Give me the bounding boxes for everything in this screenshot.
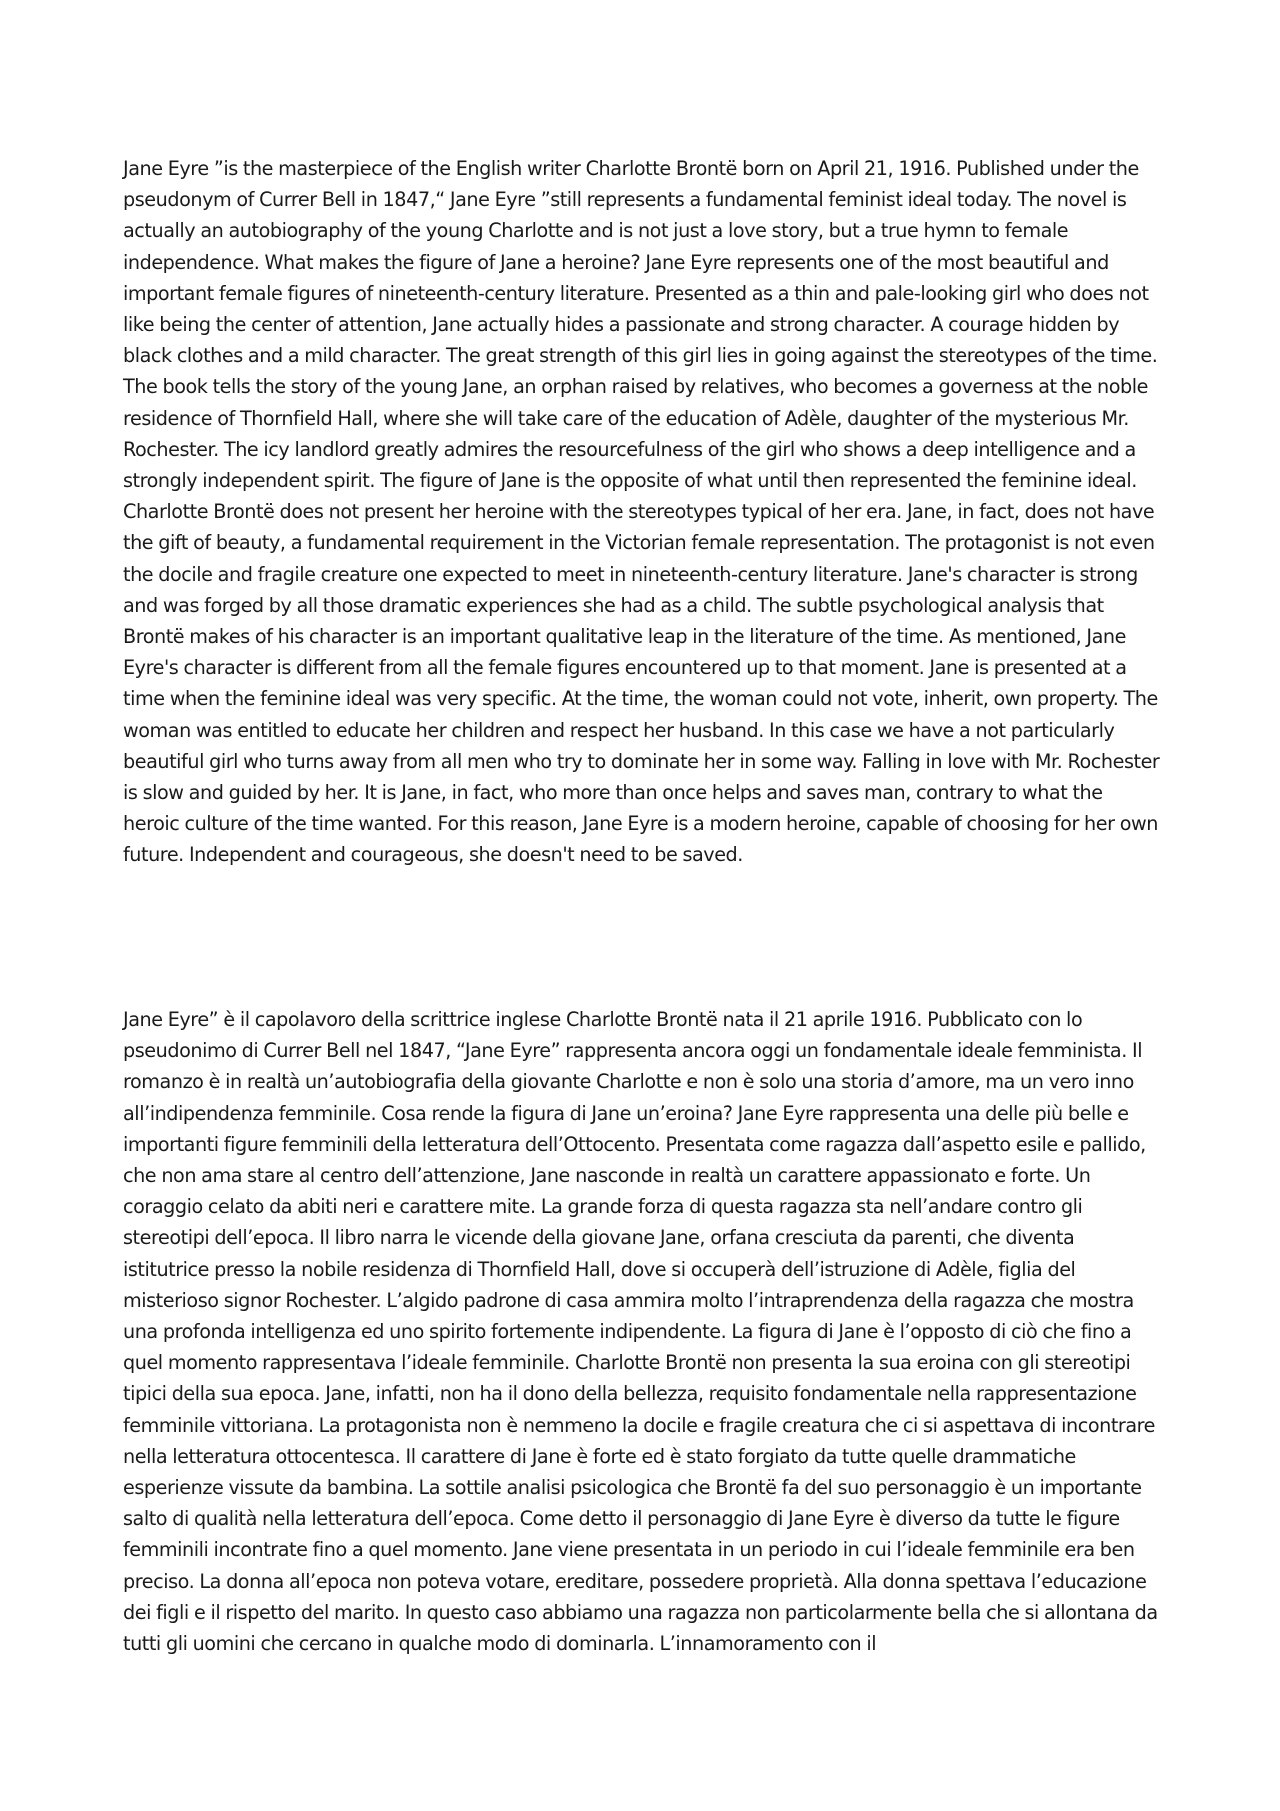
english-paragraph: Jane Eyre ”is the masterpiece of the English writer Charlotte Brontë born on April 21, 1916. Published under the pseudonym of Currer Bell in 1847,“ Jane Eyre ”still represents a fundamental feminist ideal today. The novel is actually an autobiography of the young Charlotte and is not just a love story, but a true hymn to female independence. What makes the figure of Jane a heroine? Jane Eyre represents one of the most beautiful and important female figures of nineteenth-century literature. Presented as a thin and pale-looking girl who does not like being the center of attention, Jane actually hides a passionate and strong character. A courage hidden by black clothes and a mild character. The great strength of this girl lies in going against the stereotypes of the time. The book tells the story of the young Jane, an orphan raised by relatives, who becomes a governess at the noble residence of Thornfield Hall, where she will take care of the education of Adèle, daughter of the mysterious Mr. Rochester. The icy landlord greatly admires the resourcefulness of the girl who shows a deep intelligence and a strongly independent spirit. The figure of Jane is the opposite of what until then represented the feminine ideal. Charlotte Brontë does not present her heroine with the stereotypes typical of her era. Jane, in fact, does not have the gift of beauty, a fundamental requirement in the Victorian female representation. The protagonist is not even the docile and fragile creature one expected to meet in nineteenth-century literature. Jane's character is strong and was forged by all those dramatic experiences she had as a child. The subtle psychological analysis that Brontë makes of his character is an important qualitative leap in the literature of the time. As mentioned, Jane Eyre's character is different from all the female figures encountered up to that moment. Jane is presented at a time when the feminine ideal was very specific. At the time, the woman could not vote, inherit, own property. The woman was entitled to educate her children and respect her husband. In this case we have a not particularly beautiful girl who turns away from all men who try to dominate her in some way. Falling in love with Mr. Rochester is slow and guided by her. It is Jane, in fact, who more than once helps and saves man, contrary to what the heroic culture of the time wanted. For this reason, Jane Eyre is a modern heroine, capable of choosing for her own future. Independent and courageous, she doesn't need to be saved.	[123, 157, 1160, 867]
italian-paragraph: Jane Eyre” è il capolavoro della scrittrice inglese Charlotte Brontë nata il 21 aprile 1916. Pubblicato con lo pseudonimo di Currer Bell nel 1847, “Jane Eyre” rappresenta ancora oggi un fondamentale ideale femminista. Il romanzo è in realtà un’autobiografia della giovante Charlotte e non è solo una storia d’amore, ma un vero inno all’indipendenza femminile. Cosa rende la figura di Jane un’eroina? Jane Eyre rappresenta una delle più belle e importanti figure femminili della letteratura dell’Ottocento. Presentata come ragazza dall’aspetto esile e pallido, che non ama stare al centro dell’attenzione, Jane nasconde in realtà un carattere appassionato e forte. Un coraggio celato da abiti neri e carattere mite. La grande forza di questa ragazza sta nell’andare contro gli stereotipi dell’epoca. Il libro narra le vicende della giovane Jane, orfana cresciuta da parenti, che diventa istitutrice presso la nobile residenza di Thornfield Hall, dove si occuperà dell’istruzione di Adèle, figlia del misterioso signor Rochester. L’algido padrone di casa ammira molto l’intraprendenza della ragazza che mostra una profonda intelligenza ed uno spirito fortemente indipendente. La figura di Jane è l’opposto di ciò che fino a quel momento rappresentava l’ideale femminile. Charlotte Brontë non presenta la sua eroina con gli stereotipi tipici della sua epoca. Jane, infatti, non ha il dono della bellezza, requisito fondamentale nella rappresentazione femminile vittoriana. La protagonista non è nemmeno la docile e fragile creatura che ci si aspettava di incontrare nella letteratura ottocentesca. Il carattere di Jane è forte ed è stato forgiato da tutte quelle drammatiche esperienze vissute da bambina. La sottile analisi psicologica che Brontë fa del suo personaggio è un importante salto di qualità nella letteratura dell’epoca. Come detto il personaggio di Jane Eyre è diverso da tutte le figure femminili incontrate fino a quel momento. Jane viene presentata in un periodo in cui l’ideale femminile era ben preciso. La donna all’epoca non poteva votare, ereditare, possedere proprietà. Alla donna spettava l’educazione dei figli e il rispetto del marito. In questo caso abbiamo una ragazza non particolarmente bella che si allontana da tutti gli uomini che cercano in qualche modo di dominarla. L’innamoramento con il	[123, 1008, 1158, 1656]
